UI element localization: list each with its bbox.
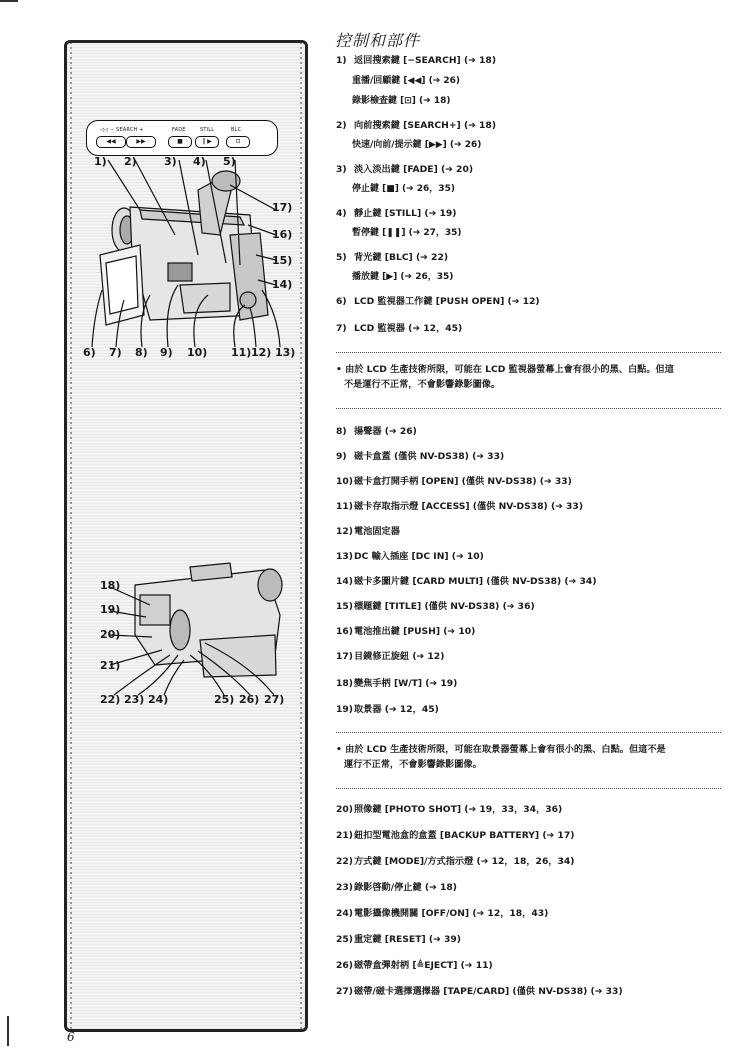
- callout-15: 15): [272, 254, 293, 267]
- callout-21: 21): [100, 659, 121, 672]
- list-item: 20)照像鍵 [PHOTO SHOT] (➔ 19，33，34，36): [336, 804, 563, 815]
- list-item: 22)方式鍵 [MODE]/方式指示燈 (➔ 12，18，26，34): [336, 856, 575, 867]
- callout-27: 27): [264, 693, 285, 706]
- still-label: STILL: [200, 127, 215, 133]
- list-item: 7) LCD 監視器 (➔ 12，45): [336, 323, 463, 334]
- camcorder-side-figure: [80, 115, 300, 365]
- list-subitem: 暫停鍵 [❚❚] (➔ 27，35): [352, 228, 462, 238]
- list-item: 10)磁卡盒打開手柄 [OPEN] (僅供 NV-DS38) (➔ 33): [336, 476, 572, 487]
- camcorder-side-drawing: [80, 115, 300, 365]
- viewfinder-note-line-1: • 由於 LCD 生產技術所限，可能在取景器螢幕上會有很小的黑、白點。但這不是: [336, 744, 666, 755]
- list-item: 4) 靜止鍵 [STILL] (➔ 19): [336, 208, 457, 219]
- list-subitem: 播放鍵 [▶] (➔ 26，35): [352, 272, 454, 282]
- callout-5: 5): [223, 155, 236, 168]
- divider: [336, 732, 721, 733]
- callout-14: 14): [272, 278, 293, 291]
- fast-forward-icon: ▶▶: [136, 138, 146, 145]
- callout-22: 22): [100, 693, 121, 706]
- page-number: 6: [67, 1030, 75, 1044]
- callout-23: 23): [124, 693, 145, 706]
- callout-16: 16): [272, 228, 293, 241]
- callout-13: 13): [275, 346, 296, 359]
- margin-rule: [7, 1016, 9, 1046]
- callout-18: 18): [100, 579, 121, 592]
- list-item: 15)標題鍵 [TITLE] (僅供 NV-DS38) (➔ 36): [336, 601, 535, 612]
- viewfinder-note-line-2: 運行不正常，不會影響錄影圖像。: [344, 759, 482, 770]
- list-item: 1) 返回搜索鍵 [−SEARCH] (➔ 18): [336, 55, 497, 66]
- list-item: 6) LCD 監視器工作鍵 [PUSH OPEN] (➔ 12): [336, 296, 540, 307]
- list-subitem: 錄影檢查鍵 [⊡] (➔ 18): [352, 96, 451, 106]
- list-item: 18)變焦手柄 [W/T] (➔ 19): [336, 678, 458, 689]
- list-item: 24)電影攝像機開關 [OFF/ON] (➔ 12，18，43): [336, 908, 549, 919]
- list-item: 23)錄影啓動/停止鍵 (➔ 18): [336, 882, 457, 893]
- callout-2: 2): [124, 155, 137, 168]
- list-item: 27)磁帶/磁卡選擇選擇器 [TAPE/CARD] (僅供 NV-DS38) (➔ 33): [336, 986, 623, 997]
- callout-1: 1): [94, 155, 107, 168]
- list-item: 21)鈕扣型電池盒的盒蓋 [BACKUP BATTERY] (➔ 17): [336, 830, 575, 841]
- camcorder-rear-figure: [80, 555, 300, 715]
- divider: [336, 408, 721, 409]
- rewind-icon: ◀◀: [106, 138, 116, 145]
- list-item: 12)電池固定器: [336, 526, 400, 537]
- list-item: 3) 淡入淡出鍵 [FADE] (➔ 20): [336, 164, 474, 175]
- list-subitem: 停止鍵 [■] (➔ 26，35): [352, 184, 455, 194]
- page-corner-mark: [0, 0, 18, 12]
- callout-6: 6): [83, 346, 96, 359]
- search-label: ◁◁ − SEARCH +: [100, 127, 144, 133]
- callout-24: 24): [148, 693, 169, 706]
- fade-label: FADE: [172, 127, 186, 133]
- callout-19: 19): [100, 603, 121, 616]
- pause-play-icon: ‖ ▶: [202, 138, 212, 145]
- list-item: 11)磁卡存取指示燈 [ACCESS] (僅供 NV-DS38) (➔ 33): [336, 501, 584, 512]
- list-item: 13)DC 輸入插座 [DC IN] (➔ 10): [336, 551, 484, 562]
- blc-label: BLC: [231, 127, 242, 133]
- callout-25: 25): [214, 693, 235, 706]
- callout-3: 3): [164, 155, 177, 168]
- lcd-note-line-1: • 由於 LCD 生產技術所限，可能在 LCD 監視器螢幕上會有很小的黑、白點。但這: [336, 364, 674, 375]
- callout-17: 17): [272, 201, 293, 214]
- list-item: 14)磁卡多圖片鍵 [CARD MULTI] (僅供 NV-DS38) (➔ 34): [336, 576, 597, 587]
- list-subitem: 重播/回顧鍵 [◀◀] (➔ 26): [352, 76, 461, 86]
- lcd-note-line-2: 不是運行不正常，不會影響錄影圖像。: [344, 379, 501, 390]
- list-item: 9) 磁卡盒蓋 (僅供 NV-DS38) (➔ 33): [336, 451, 505, 462]
- divider: [336, 352, 721, 353]
- callout-26: 26): [239, 693, 260, 706]
- callout-10: 10): [187, 346, 208, 359]
- list-item: 26)磁帶盒彈射柄 [≜EJECT] (➔ 11): [336, 960, 493, 971]
- record-check-icon: ⊡: [235, 138, 241, 145]
- list-subitem: 快速/向前/提示鍵 [▶▶] (➔ 26): [352, 140, 482, 150]
- list-item: 19)取景器 (➔ 12，45): [336, 704, 439, 715]
- list-item: 16)電池推出鍵 [PUSH] (➔ 10): [336, 626, 476, 637]
- callout-12: 12): [251, 346, 272, 359]
- list-item: 5) 背光鍵 [BLC] (➔ 22): [336, 252, 449, 263]
- callout-8: 8): [135, 346, 148, 359]
- callout-7: 7): [109, 346, 122, 359]
- lcd-note: [336, 362, 726, 392]
- callout-20: 20): [100, 628, 121, 641]
- list-item: 2) 向前搜索鍵 [SEARCH+] (➔ 18): [336, 120, 497, 131]
- callout-11: 11): [231, 346, 252, 359]
- viewfinder-note: [336, 742, 726, 772]
- list-item: 25)重定鍵 [RESET] (➔ 39): [336, 934, 461, 945]
- list-item: 8) 揚聲器 (➔ 26): [336, 426, 417, 437]
- page-title: 控制和部件: [335, 31, 421, 50]
- callout-9: 9): [160, 346, 173, 359]
- stop-icon: ■: [177, 138, 183, 145]
- callout-4: 4): [193, 155, 206, 168]
- list-item: 17)目鏡修正旋鈕 (➔ 12): [336, 651, 445, 662]
- divider: [336, 788, 721, 789]
